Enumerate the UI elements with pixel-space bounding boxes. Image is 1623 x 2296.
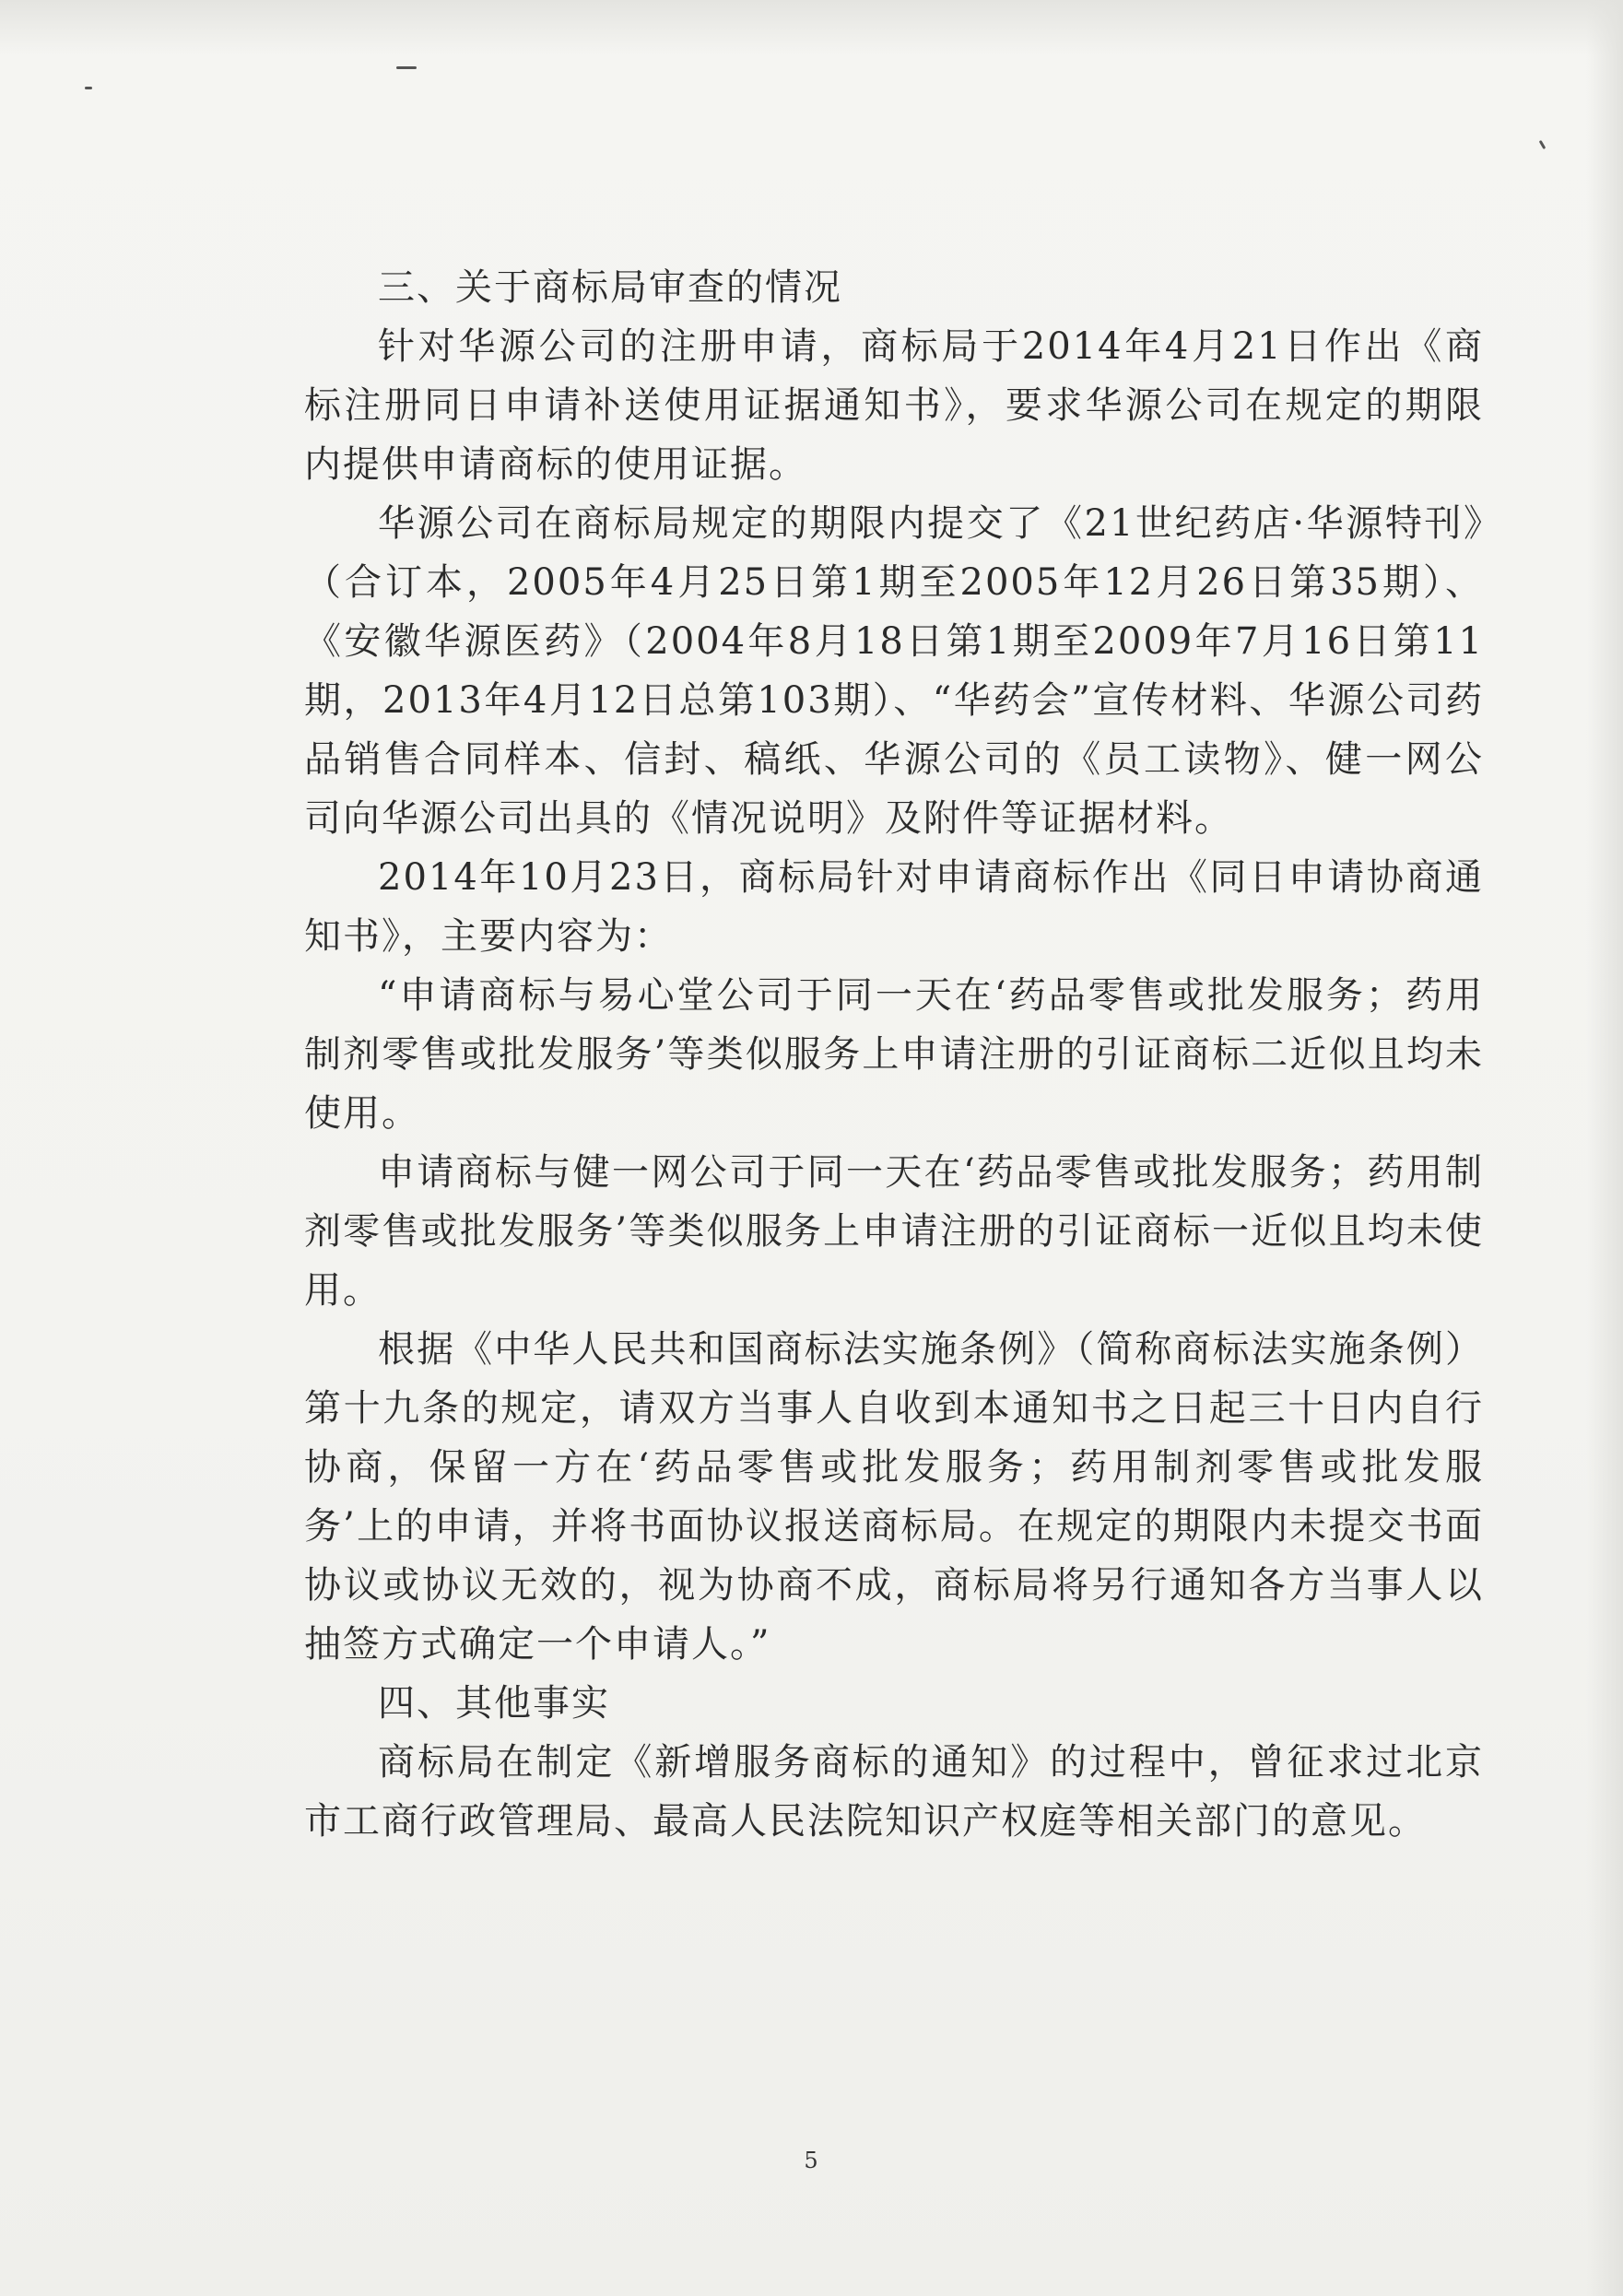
paragraph: 华源公司在商标局规定的期限内提交了《21世纪药店·华源特刊》（合订本，2005年4月25日第1期至2005年12月26日第35期）、《安徽华源医药》（2004年8月18日第1期至2009年7月16日第11期，2013年4月12日总第103期）、“华药会”宣传材料、华源公司药品销售合同样本、信封、稿纸、华源公司的《员工读物》、健一网公司向华源公司出具的《情况说明》及附件等证据材料。: [304, 502, 1484, 840]
scan-edge-top: [0, 0, 1623, 55]
section-4-heading: 四、其他事实: [378, 1682, 610, 1725]
scan-speck: [396, 66, 417, 69]
paragraph: 2014年10月23日，商标局针对申请商标作出《同日申请协商通知书》，主要内容为：: [304, 856, 1484, 958]
section-3-heading: 三、关于商标局审查的情况: [378, 266, 842, 309]
page-number: 5: [804, 2148, 818, 2173]
paragraph: 针对华源公司的注册申请，商标局于2014年4月21日作出《商标注册同日申请补送使用证据通知书》，要求华源公司在规定的期限内提供申请商标的使用证据。: [304, 325, 1484, 486]
document-body: [304, 258, 1484, 1851]
scan-speck: [1539, 140, 1547, 149]
paragraph: 商标局在制定《新增服务商标的通知》的过程中，曾征求过北京市工商行政管理局、最高人民法院知识产权庭等相关部门的意见。: [304, 1741, 1484, 1843]
paragraph: “申请商标与易心堂公司于同一天在‘药品零售或批发服务；药用制剂零售或批发服务’等类似服务上申请注册的引证商标二近似且均未使用。: [304, 974, 1484, 1135]
scan-speck: [85, 87, 92, 89]
paragraph: 申请商标与健一网公司于同一天在‘药品零售或批发服务；药用制剂零售或批发服务’等类似服务上申请注册的引证商标一近似且均未使用。: [304, 1151, 1484, 1312]
scan-edge-right: [1586, 0, 1623, 2296]
paragraph: 根据《中华人民共和国商标法实施条例》（简称商标法实施条例）第十九条的规定，请双方当事人自收到本通知书之日起三十日内自行协商，保留一方在‘药品零售或批发服务；药用制剂零售或批发服务’上的申请，并将书面协议报送商标局。在规定的期限内未提交书面协议或协议无效的，视为协商不成，商标局将另行通知各方当事人以抽签方式确定一个申请人。”: [304, 1328, 1484, 1666]
